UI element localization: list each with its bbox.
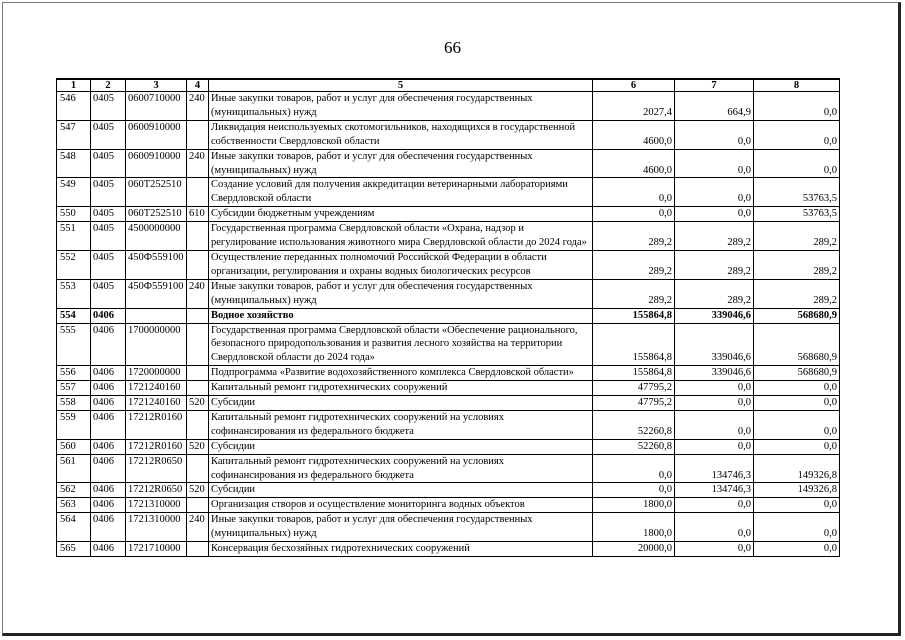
amount-2024-cell: 289,2 bbox=[754, 279, 840, 308]
row-number-cell: 552 bbox=[57, 250, 91, 279]
amount-2024-cell: 568680,9 bbox=[754, 366, 840, 381]
item-name-cell: Водное хозяйство bbox=[209, 308, 593, 323]
column-header: 8 bbox=[754, 79, 840, 92]
expense-type-cell: 240 bbox=[187, 92, 209, 121]
amount-2024-cell: 0,0 bbox=[754, 396, 840, 411]
column-header: 1 bbox=[57, 79, 91, 92]
section-code-cell: 0406 bbox=[91, 366, 126, 381]
section-code-cell: 0406 bbox=[91, 308, 126, 323]
row-number-cell: 556 bbox=[57, 366, 91, 381]
amount-2023-cell: 289,2 bbox=[675, 250, 754, 279]
amount-2023-cell: 289,2 bbox=[675, 222, 754, 251]
item-name-cell: Капитальный ремонт гидротехнических сооружений на условиях софинансирования из федерального бюджета bbox=[209, 454, 593, 483]
amount-2022-cell: 52260,8 bbox=[593, 439, 675, 454]
amount-2023-cell: 0,0 bbox=[675, 513, 754, 542]
amount-2022-cell: 20000,0 bbox=[593, 542, 675, 557]
expense-type-cell bbox=[187, 381, 209, 396]
section-code-cell: 0406 bbox=[91, 323, 126, 366]
table-row bbox=[57, 178, 840, 207]
table-row bbox=[57, 323, 840, 366]
column-header: 3 bbox=[126, 79, 187, 92]
amount-2024-cell: 0,0 bbox=[754, 120, 840, 149]
table-row bbox=[57, 222, 840, 251]
target-article-cell: 17212R0650 bbox=[126, 483, 187, 498]
amount-2024-cell: 289,2 bbox=[754, 222, 840, 251]
row-number-cell: 550 bbox=[57, 207, 91, 222]
expense-type-cell bbox=[187, 410, 209, 439]
item-name-cell: Ликвидация неиспользуемых скотомогильников, находящихся в государственной собственности Свердловской области bbox=[209, 120, 593, 149]
amount-2023-cell: 134746,3 bbox=[675, 454, 754, 483]
row-number-cell: 547 bbox=[57, 120, 91, 149]
table-header-row bbox=[57, 79, 840, 92]
amount-2022-cell: 289,2 bbox=[593, 222, 675, 251]
table-row bbox=[57, 120, 840, 149]
expense-type-cell: 520 bbox=[187, 483, 209, 498]
row-number-cell: 559 bbox=[57, 410, 91, 439]
target-article-cell: 060Т252510 bbox=[126, 207, 187, 222]
section-code-cell: 0406 bbox=[91, 498, 126, 513]
amount-2023-cell: 0,0 bbox=[675, 120, 754, 149]
table-row bbox=[57, 279, 840, 308]
amount-2023-cell: 339046,6 bbox=[675, 323, 754, 366]
amount-2023-cell: 0,0 bbox=[675, 207, 754, 222]
expense-type-cell bbox=[187, 308, 209, 323]
amount-2024-cell: 53763,5 bbox=[754, 178, 840, 207]
table-row bbox=[57, 207, 840, 222]
amount-2024-cell: 149326,8 bbox=[754, 454, 840, 483]
table-row bbox=[57, 454, 840, 483]
section-code-cell: 0405 bbox=[91, 207, 126, 222]
table-row bbox=[57, 250, 840, 279]
section-code-cell: 0405 bbox=[91, 250, 126, 279]
amount-2022-cell: 2027,4 bbox=[593, 92, 675, 121]
table-row bbox=[57, 513, 840, 542]
column-header: 5 bbox=[209, 79, 593, 92]
amount-2022-cell: 47795,2 bbox=[593, 396, 675, 411]
row-number-cell: 562 bbox=[57, 483, 91, 498]
amount-2022-cell: 4600,0 bbox=[593, 149, 675, 178]
item-name-cell: Создание условий для получения аккредитации ветеринарными лабораториями Свердловской области bbox=[209, 178, 593, 207]
target-article-cell: 1721310000 bbox=[126, 513, 187, 542]
section-code-cell: 0405 bbox=[91, 92, 126, 121]
table-row bbox=[57, 366, 840, 381]
table-row bbox=[57, 498, 840, 513]
expense-type-cell bbox=[187, 498, 209, 513]
item-name-cell: Государственная программа Свердловской области «Охрана, надзор и регулирование использования животного мира Свердловской области до 2024 года» bbox=[209, 222, 593, 251]
section-code-cell: 0405 bbox=[91, 279, 126, 308]
amount-2022-cell: 52260,8 bbox=[593, 410, 675, 439]
amount-2023-cell: 0,0 bbox=[675, 542, 754, 557]
target-article-cell: 0600710000 bbox=[126, 92, 187, 121]
amount-2024-cell: 568680,9 bbox=[754, 308, 840, 323]
target-article-cell: 1700000000 bbox=[126, 323, 187, 366]
target-article-cell: 1721710000 bbox=[126, 542, 187, 557]
section-code-cell: 0406 bbox=[91, 513, 126, 542]
column-header: 7 bbox=[675, 79, 754, 92]
table-row bbox=[57, 410, 840, 439]
table-row bbox=[57, 92, 840, 121]
item-name-cell: Подпрограмма «Развитие водохозяйственного комплекса Свердловской области» bbox=[209, 366, 593, 381]
amount-2022-cell: 0,0 bbox=[593, 178, 675, 207]
column-header: 2 bbox=[91, 79, 126, 92]
row-number-cell: 549 bbox=[57, 178, 91, 207]
section-code-cell: 0405 bbox=[91, 222, 126, 251]
expense-type-cell bbox=[187, 120, 209, 149]
expense-type-cell: 610 bbox=[187, 207, 209, 222]
amount-2024-cell: 0,0 bbox=[754, 542, 840, 557]
expense-type-cell bbox=[187, 323, 209, 366]
item-name-cell: Государственная программа Свердловской области «Обеспечение рационального, безопасного природопользования и развития лесного хозяйства на территории Свердловской области до 2024 года» bbox=[209, 323, 593, 366]
item-name-cell: Организация створов и осуществление мониторинга водных объектов bbox=[209, 498, 593, 513]
expense-type-cell bbox=[187, 178, 209, 207]
amount-2023-cell: 134746,3 bbox=[675, 483, 754, 498]
row-number-cell: 553 bbox=[57, 279, 91, 308]
row-number-cell: 548 bbox=[57, 149, 91, 178]
amount-2022-cell: 0,0 bbox=[593, 207, 675, 222]
target-article-cell: 1721240160 bbox=[126, 396, 187, 411]
target-article-cell: 17212R0650 bbox=[126, 454, 187, 483]
target-article-cell: 1720000000 bbox=[126, 366, 187, 381]
table-row bbox=[57, 308, 840, 323]
row-number-cell: 551 bbox=[57, 222, 91, 251]
target-article-cell: 450Ф559100 bbox=[126, 279, 187, 308]
expense-type-cell: 240 bbox=[187, 279, 209, 308]
amount-2024-cell: 0,0 bbox=[754, 149, 840, 178]
target-article-cell: 17212R0160 bbox=[126, 410, 187, 439]
expense-type-cell bbox=[187, 222, 209, 251]
column-header: 4 bbox=[187, 79, 209, 92]
amount-2022-cell: 155864,8 bbox=[593, 366, 675, 381]
item-name-cell: Консервация бесхозяйных гидротехнических сооружений bbox=[209, 542, 593, 557]
column-header: 6 bbox=[593, 79, 675, 92]
amount-2024-cell: 0,0 bbox=[754, 513, 840, 542]
row-number-cell: 546 bbox=[57, 92, 91, 121]
table-row bbox=[57, 483, 840, 498]
table-body bbox=[57, 79, 840, 557]
table-row bbox=[57, 439, 840, 454]
expense-type-cell: 240 bbox=[187, 149, 209, 178]
amount-2023-cell: 289,2 bbox=[675, 279, 754, 308]
section-code-cell: 0406 bbox=[91, 483, 126, 498]
expense-type-cell bbox=[187, 454, 209, 483]
item-name-cell: Субсидии bbox=[209, 439, 593, 454]
expense-type-cell bbox=[187, 250, 209, 279]
amount-2022-cell: 47795,2 bbox=[593, 381, 675, 396]
item-name-cell: Субсидии bbox=[209, 396, 593, 411]
table-row bbox=[57, 381, 840, 396]
item-name-cell: Иные закупки товаров, работ и услуг для обеспечения государственных (муниципальных) нужд bbox=[209, 149, 593, 178]
amount-2023-cell: 0,0 bbox=[675, 439, 754, 454]
amount-2022-cell: 1800,0 bbox=[593, 498, 675, 513]
amount-2024-cell: 53763,5 bbox=[754, 207, 840, 222]
target-article-cell: 4500000000 bbox=[126, 222, 187, 251]
item-name-cell: Субсидии bbox=[209, 483, 593, 498]
amount-2022-cell: 155864,8 bbox=[593, 308, 675, 323]
expense-type-cell bbox=[187, 366, 209, 381]
target-article-cell: 0600910000 bbox=[126, 149, 187, 178]
amount-2023-cell: 664,9 bbox=[675, 92, 754, 121]
target-article-cell: 1721310000 bbox=[126, 498, 187, 513]
item-name-cell: Иные закупки товаров, работ и услуг для обеспечения государственных (муниципальных) нужд bbox=[209, 92, 593, 121]
table-row bbox=[57, 542, 840, 557]
amount-2023-cell: 339046,6 bbox=[675, 366, 754, 381]
section-code-cell: 0406 bbox=[91, 542, 126, 557]
amount-2023-cell: 339046,6 bbox=[675, 308, 754, 323]
item-name-cell: Иные закупки товаров, работ и услуг для обеспечения государственных (муниципальных) нужд bbox=[209, 279, 593, 308]
table-row bbox=[57, 396, 840, 411]
item-name-cell: Осуществление переданных полномочий Российской Федерации в области организации, регулирования и охраны водных биологических ресурсов bbox=[209, 250, 593, 279]
amount-2023-cell: 0,0 bbox=[675, 498, 754, 513]
row-number-cell: 555 bbox=[57, 323, 91, 366]
row-number-cell: 563 bbox=[57, 498, 91, 513]
target-article-cell: 0600910000 bbox=[126, 120, 187, 149]
amount-2022-cell: 155864,8 bbox=[593, 323, 675, 366]
row-number-cell: 564 bbox=[57, 513, 91, 542]
item-name-cell: Капитальный ремонт гидротехнических сооружений bbox=[209, 381, 593, 396]
row-number-cell: 557 bbox=[57, 381, 91, 396]
amount-2023-cell: 0,0 bbox=[675, 381, 754, 396]
row-number-cell: 554 bbox=[57, 308, 91, 323]
item-name-cell: Субсидии бюджетным учреждениям bbox=[209, 207, 593, 222]
table-row bbox=[57, 149, 840, 178]
target-article-cell bbox=[126, 308, 187, 323]
amount-2022-cell: 4600,0 bbox=[593, 120, 675, 149]
amount-2022-cell: 0,0 bbox=[593, 483, 675, 498]
target-article-cell: 450Ф559100 bbox=[126, 250, 187, 279]
amount-2024-cell: 568680,9 bbox=[754, 323, 840, 366]
page-number: 66 bbox=[444, 38, 461, 57]
amount-2023-cell: 0,0 bbox=[675, 149, 754, 178]
amount-2022-cell: 0,0 bbox=[593, 454, 675, 483]
amount-2024-cell: 0,0 bbox=[754, 439, 840, 454]
section-code-cell: 0405 bbox=[91, 178, 126, 207]
item-name-cell: Иные закупки товаров, работ и услуг для обеспечения государственных (муниципальных) нужд bbox=[209, 513, 593, 542]
amount-2023-cell: 0,0 bbox=[675, 178, 754, 207]
row-number-cell: 558 bbox=[57, 396, 91, 411]
target-article-cell: 17212R0160 bbox=[126, 439, 187, 454]
section-code-cell: 0406 bbox=[91, 396, 126, 411]
expense-type-cell: 240 bbox=[187, 513, 209, 542]
section-code-cell: 0406 bbox=[91, 381, 126, 396]
item-name-cell: Капитальный ремонт гидротехнических сооружений на условиях софинансирования из федерального бюджета bbox=[209, 410, 593, 439]
expense-type-cell bbox=[187, 542, 209, 557]
section-code-cell: 0406 bbox=[91, 410, 126, 439]
amount-2024-cell: 0,0 bbox=[754, 381, 840, 396]
section-code-cell: 0405 bbox=[91, 120, 126, 149]
section-code-cell: 0405 bbox=[91, 149, 126, 178]
section-code-cell: 0406 bbox=[91, 439, 126, 454]
amount-2024-cell: 0,0 bbox=[754, 92, 840, 121]
expense-type-cell: 520 bbox=[187, 439, 209, 454]
amount-2024-cell: 0,0 bbox=[754, 498, 840, 513]
amount-2022-cell: 289,2 bbox=[593, 279, 675, 308]
budget-table bbox=[56, 78, 840, 557]
amount-2024-cell: 149326,8 bbox=[754, 483, 840, 498]
section-code-cell: 0406 bbox=[91, 454, 126, 483]
amount-2022-cell: 289,2 bbox=[593, 250, 675, 279]
amount-2024-cell: 289,2 bbox=[754, 250, 840, 279]
amount-2023-cell: 0,0 bbox=[675, 396, 754, 411]
amount-2024-cell: 0,0 bbox=[754, 410, 840, 439]
row-number-cell: 565 bbox=[57, 542, 91, 557]
amount-2022-cell: 1800,0 bbox=[593, 513, 675, 542]
row-number-cell: 561 bbox=[57, 454, 91, 483]
target-article-cell: 060Т252510 bbox=[126, 178, 187, 207]
target-article-cell: 1721240160 bbox=[126, 381, 187, 396]
row-number-cell: 560 bbox=[57, 439, 91, 454]
expense-type-cell: 520 bbox=[187, 396, 209, 411]
amount-2023-cell: 0,0 bbox=[675, 410, 754, 439]
